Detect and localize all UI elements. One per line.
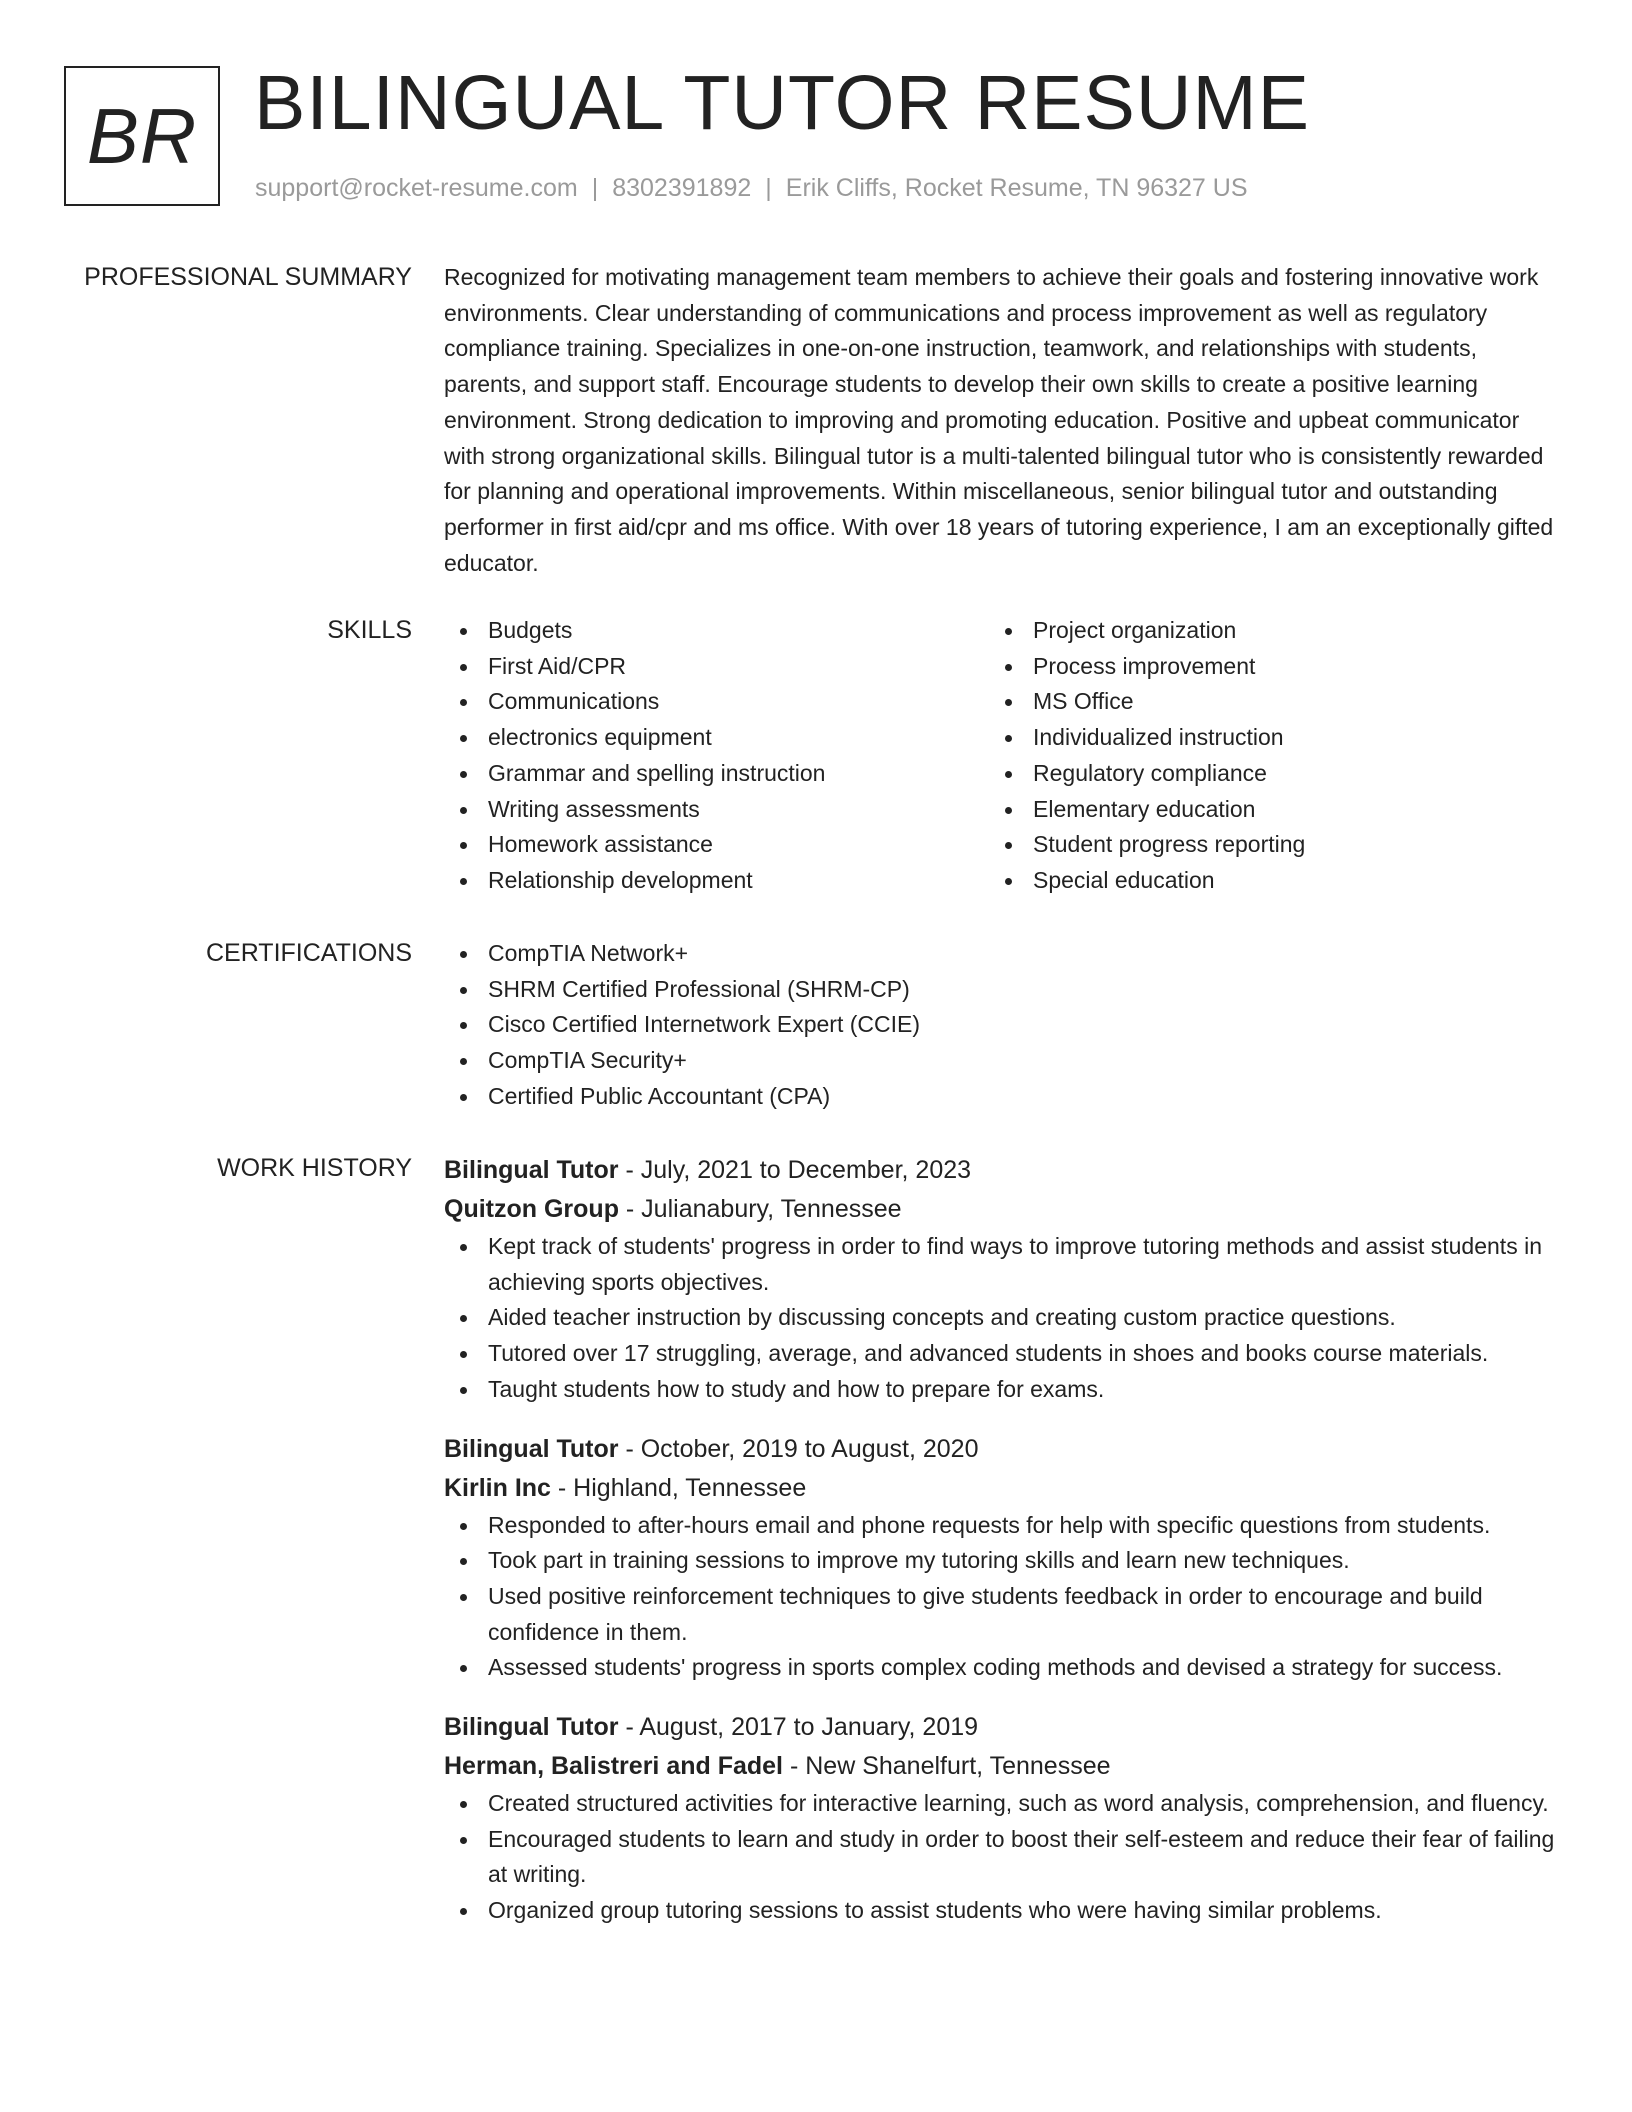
job-company: Quitzon Group	[444, 1195, 619, 1223]
job-dates: - August, 2017 to January, 2019	[618, 1713, 979, 1742]
summary-text: Recognized for motivating management team members to achieve their goals and fostering innovative work environments. Clear understanding of communications and process improvement as well as regulatory compliance training. Specializes in one-on-one instruction, teamwork, and relationships with students, parents, and support staff. Encourage students to develop their own skills to create a positive learning environment. Strong dedication to improving and promoting education. Positive and upbeat communicator with strong organizational skills. Bilingual tutor is a multi-talented bilingual tutor who is consistently rewarded for planning and operational improvements. Within miscellaneous, senior bilingual tutor and outstanding performer in first aid/cpr and ms office. With over 18 years of tutoring experience, I am an exceptionally gifted educator.	[444, 264, 1554, 576]
job-duties-list	[444, 1508, 1564, 1687]
job-location: - New Shanelfurt, Tennessee	[783, 1752, 1111, 1781]
skill-item: Regulatory compliance	[989, 756, 1549, 792]
work-history-heading: WORK HISTORY	[217, 1154, 412, 1182]
skill-item: Individualized instruction	[989, 720, 1549, 756]
job-company-line	[444, 1190, 1564, 1229]
contact-separator: |	[591, 174, 599, 202]
monogram-logo: BR	[64, 66, 220, 206]
summary-heading: PROFESSIONAL SUMMARY	[84, 263, 412, 291]
skills-list-right	[989, 613, 1549, 899]
certification-item: CompTIA Network+	[444, 936, 1564, 972]
work-history-body	[444, 1151, 1564, 1951]
job-entry	[444, 1430, 1564, 1687]
skill-item: Process improvement	[989, 649, 1549, 685]
summary-body	[444, 260, 1564, 581]
contact-phone[interactable]: 8302391892	[612, 174, 752, 202]
job-duty: Assessed students' progress in sports complex coding methods and devised a strategy for success.	[444, 1650, 1564, 1686]
job-duty: Created structured activities for interactive learning, such as word analysis, comprehension, and fluency.	[444, 1786, 1564, 1822]
job-title: Bilingual Tutor	[444, 1434, 619, 1463]
job-duty: Tutored over 17 struggling, average, and advanced students in shoes and books course materials.	[444, 1336, 1564, 1372]
contact-line	[255, 174, 1248, 203]
certifications-body	[444, 936, 1564, 1115]
job-duty: Used positive reinforcement techniques to give students feedback in order to encourage and build confidence in them.	[444, 1579, 1564, 1650]
job-company: Kirlin Inc	[444, 1473, 551, 1502]
skill-item: electronics equipment	[444, 720, 989, 756]
certification-item: CompTIA Security+	[444, 1043, 1564, 1079]
job-duty: Encouraged students to learn and study in order to boost their self-esteem and reduce their fear of failing at writing.	[444, 1822, 1564, 1893]
skill-item: Communications	[444, 684, 989, 720]
job-dates: - October, 2019 to August, 2020	[618, 1434, 979, 1463]
skill-item: First Aid/CPR	[444, 649, 989, 685]
contact-separator: |	[765, 174, 772, 202]
contact-email[interactable]: support@rocket-resume.com	[255, 174, 578, 202]
skill-item: Budgets	[444, 613, 989, 649]
job-duty: Taught students how to study and how to prepare for exams.	[444, 1372, 1564, 1408]
job-title: Bilingual Tutor	[444, 1713, 619, 1742]
job-duty: Took part in training sessions to improve my tutoring skills and learn new techniques.	[444, 1543, 1564, 1579]
job-company-line	[444, 1747, 1564, 1786]
skills-heading: SKILLS	[327, 616, 412, 644]
job-title: Bilingual Tutor	[444, 1156, 619, 1184]
job-entry	[444, 1708, 1564, 1929]
skill-item: Student progress reporting	[989, 827, 1549, 863]
skill-item: Project organization	[989, 613, 1549, 649]
skill-item: MS Office	[989, 684, 1549, 720]
job-duties-list	[444, 1786, 1564, 1929]
certifications-heading: CERTIFICATIONS	[205, 939, 412, 967]
certifications-list	[444, 936, 1564, 1115]
certification-item: Certified Public Accountant (CPA)	[444, 1079, 1564, 1115]
job-duty: Responded to after-hours email and phone requests for help with specific questions from students.	[444, 1508, 1564, 1544]
skill-item: Relationship development	[444, 863, 989, 899]
skill-item: Elementary education	[989, 792, 1549, 828]
job-location: - Julianabury, Tennessee	[618, 1195, 902, 1223]
contact-address: Erik Cliffs, Rocket Resume, TN 96327 US	[785, 174, 1248, 202]
job-duty: Aided teacher instruction by discussing concepts and creating custom practice questions.	[444, 1300, 1564, 1336]
certification-item: Cisco Certified Internetwork Expert (CCIE)	[444, 1007, 1564, 1043]
certification-item: SHRM Certified Professional (SHRM-CP)	[444, 972, 1564, 1008]
job-duty: Kept track of students' progress in order to find ways to improve tutoring methods and assist students in achieving sports objectives.	[444, 1229, 1564, 1300]
job-dates: - July, 2021 to December, 2023	[618, 1156, 972, 1184]
job-location: - Highland, Tennessee	[550, 1473, 807, 1502]
job-duties-list	[444, 1229, 1564, 1408]
skill-item: Grammar and spelling instruction	[444, 756, 989, 792]
job-company: Herman, Balistreri and Fadel	[444, 1752, 784, 1781]
resume-title: BILINGUAL TUTOR RESUME	[254, 60, 1311, 146]
skill-item: Writing assessments	[444, 792, 989, 828]
skill-item: Special education	[989, 863, 1549, 899]
job-title-line	[444, 1708, 1564, 1747]
job-company-line	[444, 1469, 1564, 1508]
job-title-line	[444, 1430, 1564, 1469]
skills-body	[444, 613, 1564, 899]
job-duty: Organized group tutoring sessions to assist students who were having similar problems.	[444, 1893, 1564, 1929]
skills-list-left	[444, 613, 989, 899]
job-title-line	[444, 1151, 1564, 1190]
skill-item: Homework assistance	[444, 827, 989, 863]
job-entry	[444, 1151, 1564, 1408]
